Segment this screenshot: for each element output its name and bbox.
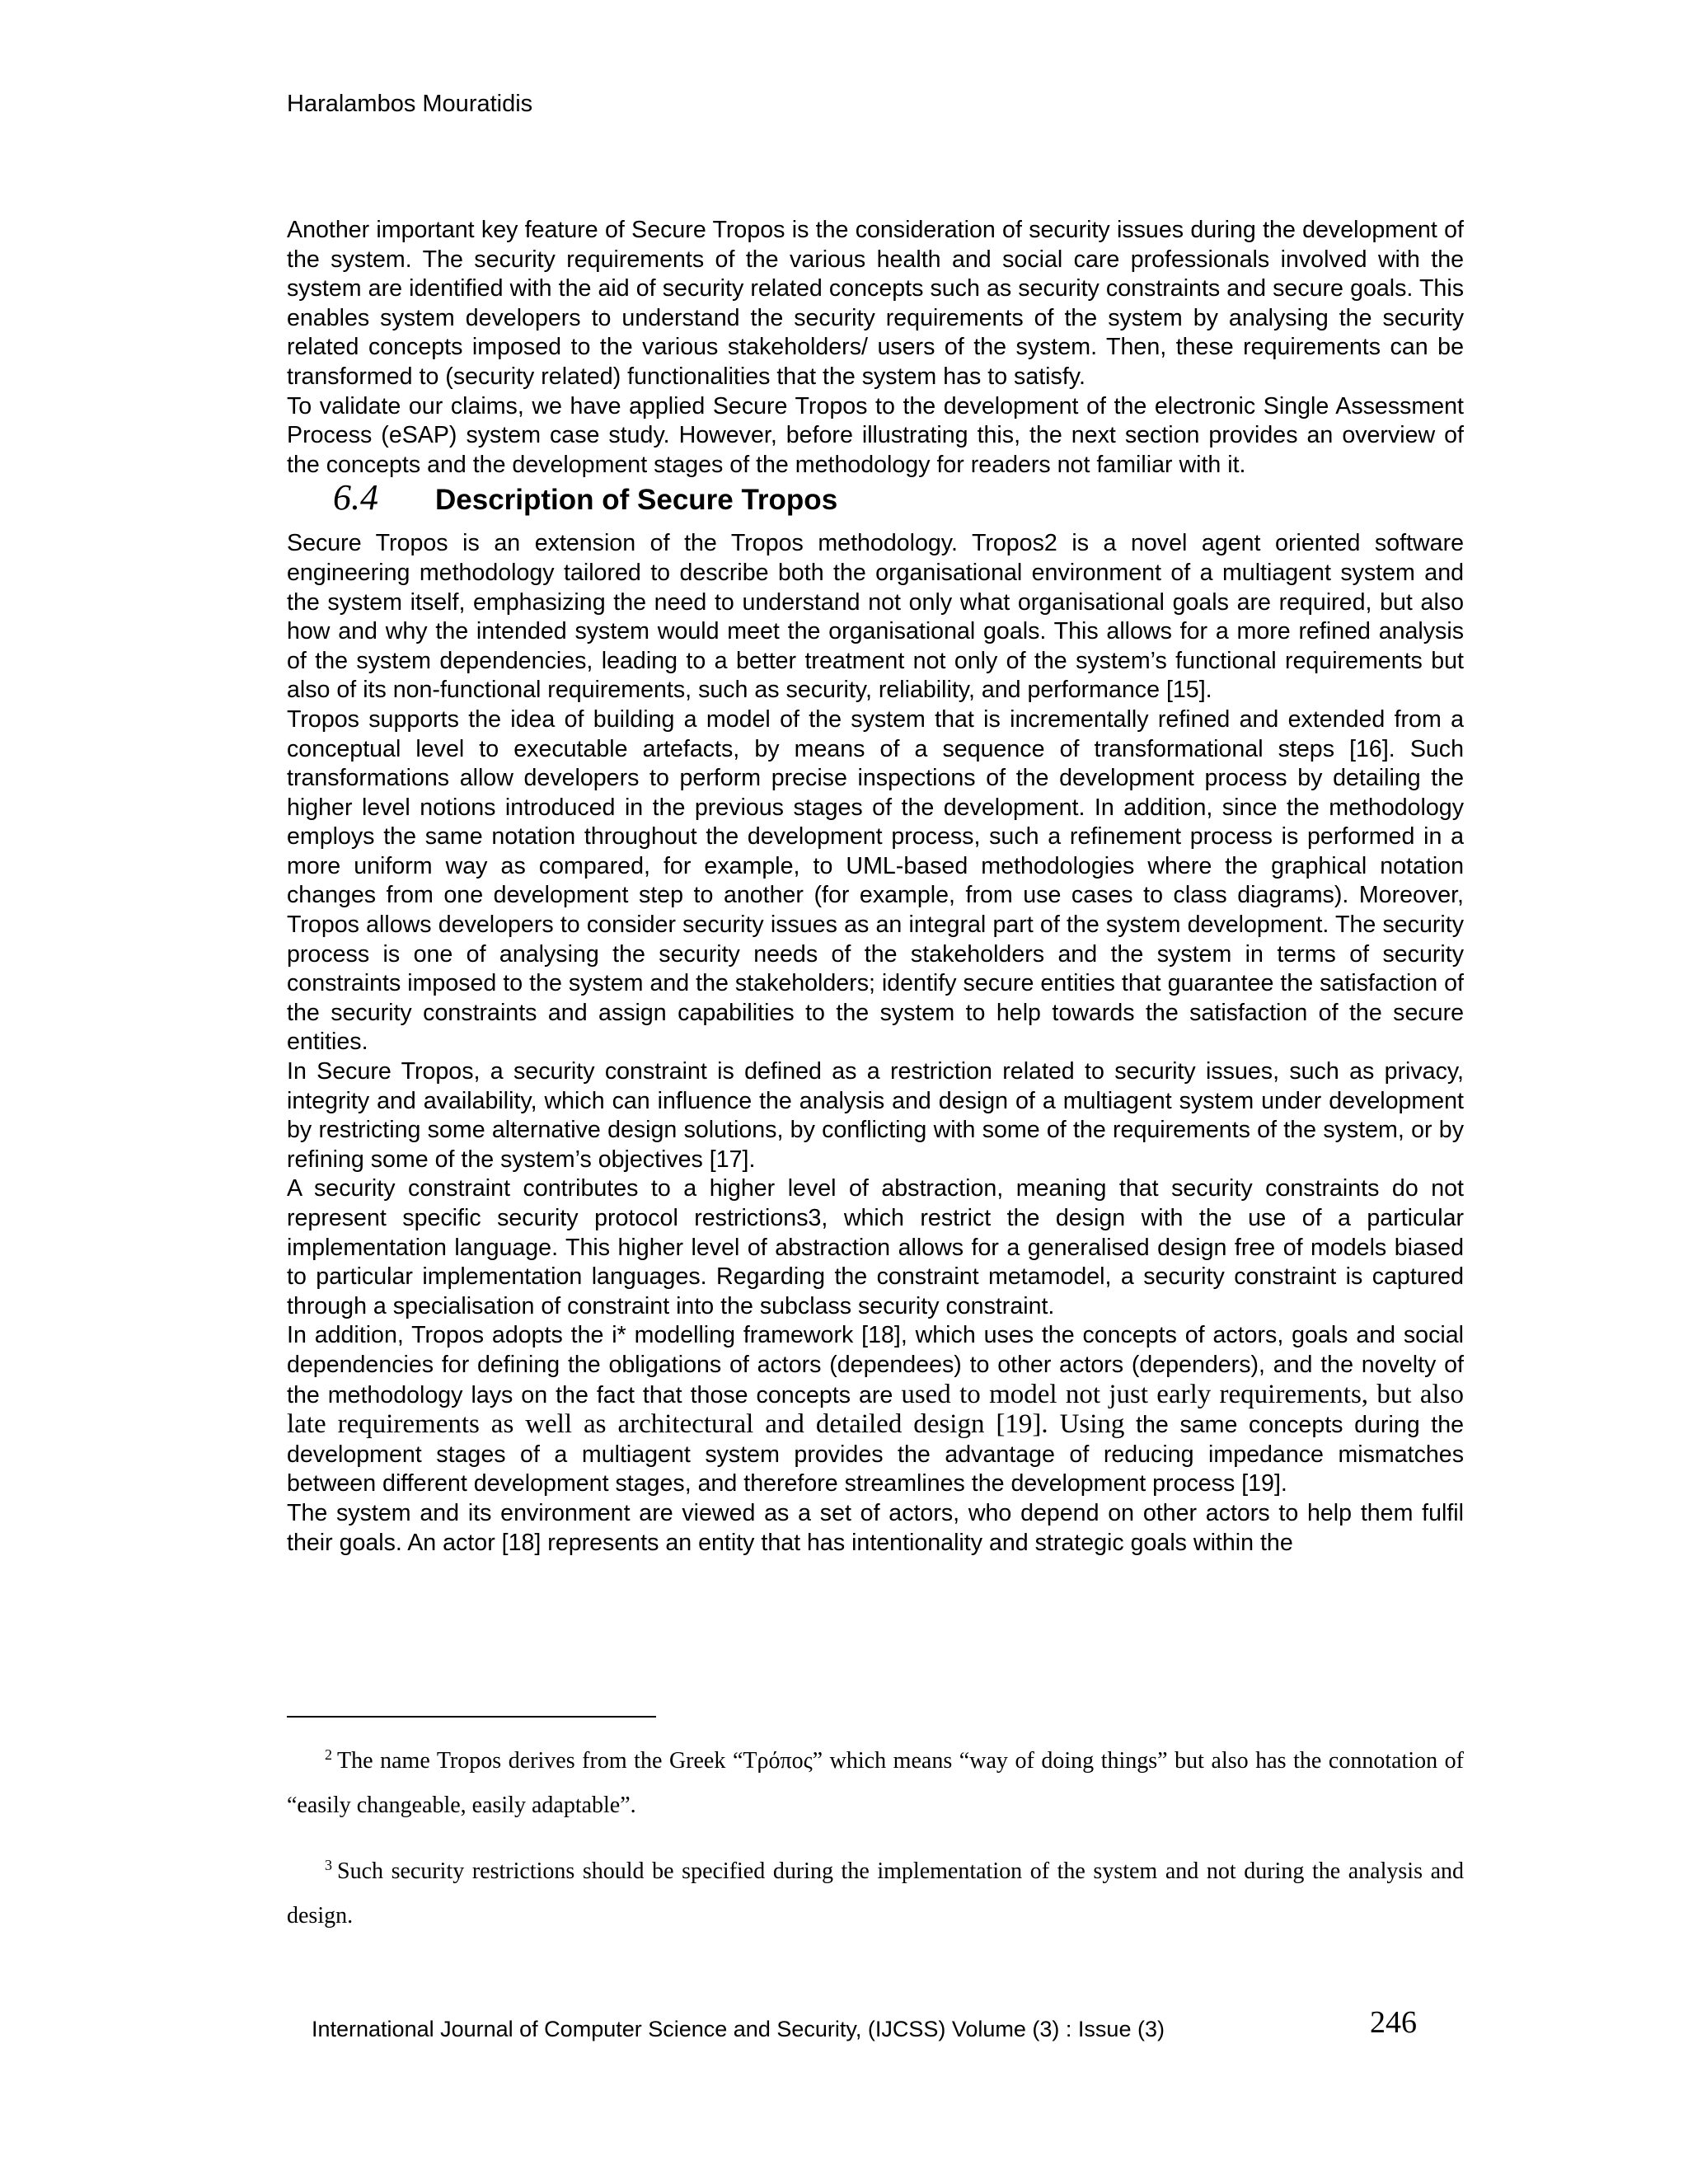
paragraph-tropos-model: Tropos supports the idea of building a model of the system that is incrementally refined and extended from a conceptual level to executable artefacts, by means of a sequence of transformational steps [16]. Such transformations allow developers to perform precise inspections of the development process by detailing the higher level notions introduced in the previous stages of the development. In addition, since the methodology employs the same notation throughout the development process, such a refinement process is performed in a more uniform way as compared, for example, to UML-based methodologies where the graphical notation changes from one development step to another (for example, from use cases to class diagrams). Moreover, Tropos allows developers to consider security issues as an integral part of the system development. The security process is one of analysing the security needs of the stakeholders and the system in terms of security constraints imposed to the system and the stakeholders; identify secure entities that guarantee the satisfaction of the security constraints and assign capabilities to the system to help towards the satisfaction of the secure entities.	[287, 705, 1464, 1056]
footer-page-number: 246	[1370, 2005, 1417, 2040]
section-heading	[287, 477, 1464, 527]
paragraph-tropos-extension: Secure Tropos is an extension of the Tropos methodology. Tropos2 is a novel agent oriented software engineering methodology tailored to describe both the organisational environment of a multiagent system and the system itself, emphasizing the need to understand not only what organisational goals are required, but also how and why the intended system would meet the organisational goals. This allows for a more refined analysis of the system dependencies, leading to a better treatment not only of the system’s functional requirements but also of its non-functional requirements, such as security, reliability, and performance [15].	[287, 530, 1464, 704]
footnotes	[287, 1739, 1464, 1960]
footnote-separator	[287, 1716, 656, 1718]
istar-text-end: the same concepts during the development stages of a multiagent system provides the advantage of reducing impedance mismatches between different development stages, and therefore streamlines the development process [19].	[287, 1412, 1464, 1497]
footnote-3	[287, 1849, 1464, 1938]
footnote-text: Such security restrictions should be specified during the implementation of the system and not during the analysis and design.	[287, 1858, 1464, 1929]
footnote-marker: 2	[325, 1746, 332, 1763]
paragraph-abstraction-level: A security constraint contributes to a higher level of abstraction, meaning that security constraints do not represent specific security protocol restrictions3, which restrict the design with the use of a particular implementation language. This higher level of abstraction allows for a generalised design free of models biased to particular implementation languages. Regarding the constraint metamodel, a security constraint is captured through a specialisation of constraint into the subclass security constraint.	[287, 1175, 1464, 1319]
paragraph-actors: The system and its environment are viewed as a set of actors, who depend on other actors to help them fulfil their goals. An actor [18] represents an entity that has intentionality and strategic goals within the	[287, 1499, 1464, 1556]
paragraph-validate-claims: To validate our claims, we have applied Secure Tropos to the development of the electronic Single Assessment Process (eSAP) system case study. However, before illustrating this, the next section provides an overview of the concepts and the development stages of the methodology for readers not familiar with it.	[287, 392, 1464, 478]
running-head-author: Haralambos Mouratidis	[287, 91, 533, 117]
paragraph-security-constraint-definition: In Secure Tropos, a security constraint is defined as a restriction related to security issues, such as privacy, integrity and availability, which can influence the analysis and design of a multiagent system under development by restricting some alternative design solutions, by conflicting with some of the requirements of the system, or by refining some of the system’s objectives [17].	[287, 1058, 1464, 1173]
section-number: 6.4	[333, 477, 378, 518]
footnote-text: The name Tropos derives from the Greek “Τρόπος” which means “way of doing things” but also has the connotation of “easily changeable, easily adaptable”.	[287, 1748, 1464, 1818]
footnote-marker: 3	[325, 1856, 332, 1873]
istar-text-start: In addition, Tropos adopts the i* modelling framework [18], which uses the concepts of actors, goals and social dependencies for defining the obligations of actors (dependees) to other actors (dependers), and the novelty of the methodology lays on the fact that those concepts are	[287, 1322, 1464, 1408]
section-title: Description of Secure Tropos	[435, 484, 838, 517]
istar-text-serif: used to model not just early requirements, but also late requirements as well as architectural and detailed design [19]. Using	[287, 1379, 1464, 1440]
article-body	[287, 216, 1464, 1558]
footnote-2	[287, 1739, 1464, 1828]
paragraph-istar-framework	[287, 1321, 1464, 1499]
footer-journal-citation: International Journal of Computer Science and Security, (IJCSS) Volume (3) : Issue (3)	[312, 2017, 1165, 2041]
paragraph-security-issues: Another important key feature of Secure Tropos is the consideration of security issues during the development of the system. The security requirements of the various health and social care professionals involved with the system are identified with the aid of security related concepts such as security constraints and secure goals. This enables system developers to understand the security requirements of the system by analysing the security related concepts imposed to the various stakeholders/ users of the system. Then, these requirements can be transformed to (security related) functionalities that the system has to satisfy.	[287, 217, 1464, 390]
